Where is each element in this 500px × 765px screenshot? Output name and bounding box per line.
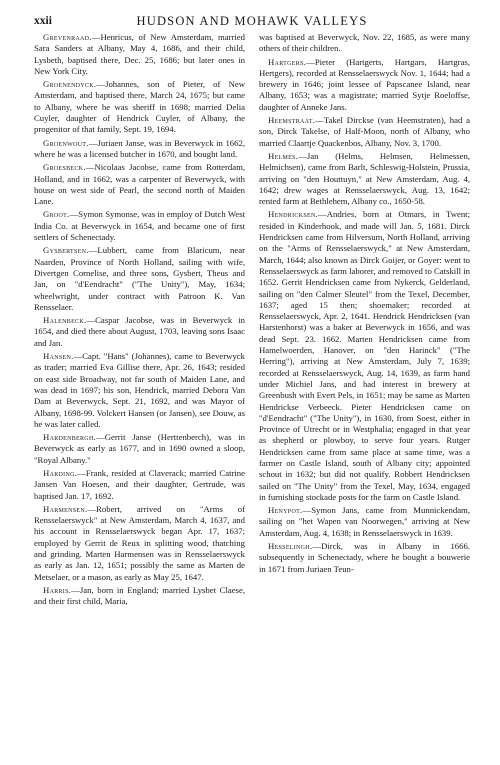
entry-headword: Groot.	[43, 209, 70, 220]
entry-text: —Frank, resided at Claverack; married Catrine Jansen Van Hoesen, and their daughter, Gertrude, was baptised Jan. 17, 1692.	[34, 467, 245, 501]
entry-text: —Robert, arrived on "Arms of Rensselaerswyck" at New Amsterdam, March 4, 1637, and his account in Rensselaerswyck began Apr. 17, 1637; employed by Gerrit de Reux in splitting wood, thatching and grinding. Marten Harmensen was in Rensselaerswyck as early as Jan. 12, 1651; possibly the same as Marten de Metselaer, or a mason, as early as May 25, 1647.	[34, 503, 245, 582]
entry	[34, 138, 245, 161]
entry-text: was baptised at Beverwyck, Nov. 22, 1685, as were many others of their children.	[259, 32, 470, 54]
entry-text: —Symon Symonse, was in employ of Dutch West India Co. at Beverwyck in 1654, and became one of first settlers of Schenectady.	[34, 209, 245, 243]
entry	[259, 209, 470, 503]
entry-text: —Gerrit Janse (Herttenberch), was in Beverwyck as early as 1677, and in 1690 owned a sloop, "Royal Albany."	[34, 432, 245, 465]
entry-headword: Hendricksen.	[268, 209, 319, 220]
entry	[259, 32, 470, 55]
entry-text: —Andries, born at Otmars, in Twent; resided in Kinderhook, and made will Jan. 5, 1681. Dirck Hendricksen came from Hilversum, North Holland, arriving on the "Arms of Rensselaerswyck," at New Amsterdam, March, 1644; also known as Dirck Goijer, or Goyer: went to Rensselaerswyck as farm laborer, and removed to Catskill in 1652. Gerrit Hendricksen came from Nykerck, Gelderland, sailing on "den Calmer Sleutel" from the Texel, December, 1637; aged 15 then; shoemaker; recorded at Rensselaerswyck, Apr. 2, 1641. Hendrick Hendricksen (van Harstenhorst) was a baker at Beverwyck in 1656, and was dead Sept. 23. 1662. Marten Hendricksen came from Hamelwoerden, Hanover, on "den Harinck" ("The Herring"), arriving at New Amsterdam, July 7, 1639; recorded at Rensselaerswyck, Aug. 14, 1639, as farm hand under Michiel Jans, and had interest in brewery at Greenbush with Evert Pels, in 1651; may be same as Marten Hendrickse Verbeeck. Pieter Hendricksen came on "d'Eendracht" ("The Unity"), in 1630, from Soest, either in Province of Utrecht or in Westphalia; engaged in that year as shepherd or plowboy, to serve four years. Rutger Hendricksen came from same place at same time, was a farmer on Castle Island, south of Albany city; appointed schout in 1632; but did not qualify. Robbert Hendricksen sailed on "The Unity" from the Texel, May, 1634, engaged in furnishing stockade posts for the farm on Castle Island.	[259, 209, 470, 502]
entry	[34, 79, 245, 135]
entry-text: —Juriaen Janse, was in Beverwyck in 1662, where he was a licensed butcher in 1670, and bought land.	[34, 137, 245, 159]
entry-headword: Groenwout.	[43, 137, 89, 148]
entry-text: —Johannes, son of Pieter, of New Amsterdam, and baptised there, March 24, 1675; but came to Albany, where he was sheriff in 1698; married Delia Cuyler, daughter of Hendrick Cuyler, of Albany, the progenitor of that family, Sept. 19, 1694.	[34, 79, 245, 135]
entry-text: —Nicolaas Jacobse, came from Rotterdam, Holland, and in 1662, was a carpenter of Beverwyck, with house on west side of Pearl, the second north of Maiden Lane.	[34, 162, 245, 207]
entry-headword: Grevenraad.	[43, 32, 92, 42]
entry	[34, 209, 245, 243]
entry	[259, 57, 470, 113]
entry	[34, 585, 245, 608]
entry-headword: Groenendyck.	[43, 79, 97, 90]
entry-headword: Harmensen.	[43, 503, 88, 514]
entry-text: —Caspar Jacobse, was in Beverwyck in 1654, and died there about August, 1703, leaving sons Isaac and Jan.	[34, 315, 245, 348]
entry-headword: Halenbeck.	[43, 315, 87, 326]
entry-headword: Hansen.	[43, 351, 74, 362]
entry	[259, 505, 470, 539]
entry-headword: Hartgers.	[268, 56, 307, 67]
entry-text: —Henricus, of New Amsterdam, married Sara Sanders at Albany, May 4, 1686, and their child, Lysbeth, baptised there, Dec. 25, 1686; but later ones in New York City.	[34, 32, 245, 76]
entry-headword: Gysbertsen.	[43, 245, 89, 256]
entry-headword: Helmes.	[268, 150, 299, 161]
right-column	[259, 32, 470, 759]
entry	[34, 315, 245, 349]
page-header	[34, 12, 470, 30]
entry-text: —Symon Jans, came from Munnickendam, sailing on "het Wapen van Noorwegen," arriving at New Amsterdam, Aug. 4, 1638; in Rensselaerswyck in 1639.	[259, 505, 470, 538]
entry-text: —Pieter (Hartgerts, Hartgars, Hartgras, Hertgers), recorded at Rensselaerswyck Nov. 1, 1644; had a brewery in 1646; joint lessee of Papscanee Island, near Albany, 1653; was a magistrate; married Sytje Roeloffse, daughter of Anneke Jans.	[259, 56, 470, 112]
entry	[259, 115, 470, 149]
entry-headword: Harris.	[43, 584, 72, 595]
entry-headword: Heemstraat.	[268, 115, 316, 126]
entry-headword: Harding.	[43, 467, 78, 478]
entry	[34, 432, 245, 466]
entry-headword: Hesselingh.	[268, 541, 313, 552]
entry	[34, 504, 245, 583]
entry-text: —Jan, born in England; married Lysbet Claese, and their first child, Maria,	[34, 584, 245, 607]
left-column	[34, 32, 245, 759]
text-columns	[34, 32, 470, 759]
page-number: xxii	[34, 15, 52, 27]
entry-text: —Jan (Helms, Helmsen, Helmessen, Helmichsen), came from Barlt, Schleswig-Holstein, Prussia, arriving on "den Houttuyn," at New Amsterdam, Aug. 4, 1642; drew wages at Rensselaerswyck, Aug. 13, 1642; rented farm at Bethlehem, Albany co., 1650-58.	[259, 150, 470, 207]
entry	[34, 162, 245, 207]
entry-text: —Lubbert, came from Blaricum, near Naarden, Province of North Holland, sailing with wife, Divertgen Cornelise, and three sons, Gysbert, Theus and Jan, on "d'Eendracht" ("The Unity"), May, 1634; wheelwright, under contract with Patroon K. Van Rensselaer.	[34, 245, 245, 312]
entry-headword: Groesbeck.	[43, 162, 86, 173]
entry-text: —Dirck, was in Albany in 1666. subsequently in Schenectady, where he bought a bouwerie in 1671 from Juriaen Teun-	[259, 541, 470, 574]
entry-headword: Hardenbergh.	[43, 432, 97, 443]
entry	[34, 468, 245, 502]
running-title: HUDSON AND MOHAWK VALLEYS	[136, 13, 368, 28]
entry	[259, 151, 470, 207]
entry-text: —Takel Dirckse (van Heemstraten), had a son, Dirck Takelse, of Half-Moon, north of Albany, who married Claartje Quackenbos, Albany, Nov. 3, 1700.	[259, 115, 470, 148]
entry	[259, 541, 470, 575]
entry	[34, 351, 245, 430]
entry	[34, 245, 245, 313]
entry-text: —Capt. "Hans" (Johannes), came to Beverwyck as trader; married Eva Gillise there, Apr. 26, 1643; resided on east side Broadway, not far south of Maiden Lane, and was dead in 1697; his son, Hendrick, married Debora Van Dam at Beverwyck, Sept. 21, 1692, and was Mayor of Albany, 1698-99. Volckert Hansen (or Jansen), see Douw, as he was later called.	[34, 351, 245, 429]
entry	[34, 32, 245, 77]
entry-headword: Henypot.	[268, 505, 303, 516]
